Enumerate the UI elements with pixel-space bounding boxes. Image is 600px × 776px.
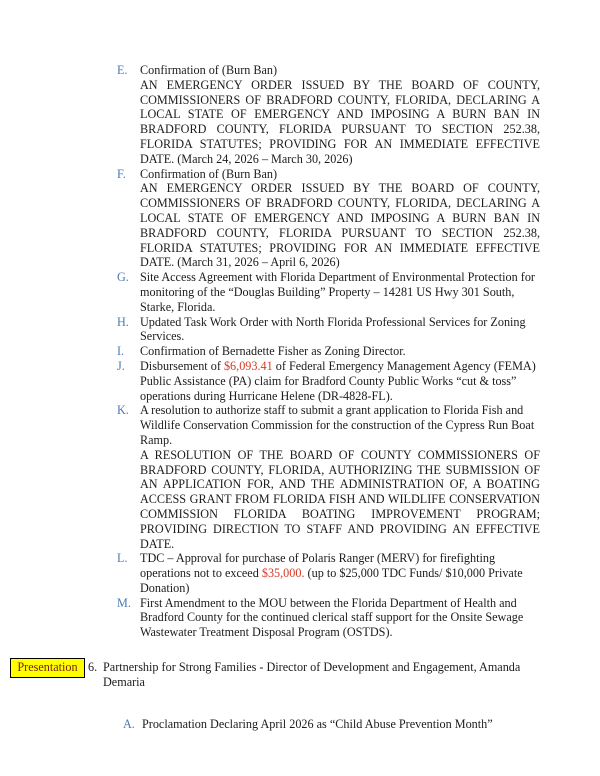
paragraph-text: Site Access Agreement with Florida Department of Environmental Protection for monitoring of the “Douglas Building” Property – 14281 US Hwy 301 South, Starke, Florida. <box>140 270 535 314</box>
item-letter: M. <box>117 595 131 610</box>
item-body <box>140 403 540 551</box>
item-body <box>140 167 540 271</box>
item-letter: F. <box>117 166 126 181</box>
consent-agenda-list <box>117 63 540 640</box>
item-paragraph <box>140 270 540 314</box>
item-letter: L. <box>117 551 128 566</box>
item-paragraph <box>140 315 540 345</box>
agenda-item-M <box>117 596 540 640</box>
item-letter: K. <box>117 403 129 418</box>
item-paragraph <box>140 78 540 167</box>
dollar-amount-red: $35,000. <box>261 566 305 581</box>
agenda-item-F <box>117 167 540 271</box>
paragraph-text: Confirmation of Bernadette Fisher as Zoning Director. <box>140 344 406 359</box>
item-letter: E. <box>117 63 128 77</box>
paragraph-text: AN EMERGENCY ORDER ISSUED BY THE BOARD OF COUNTY, COMMISSIONERS OF BRADFORD COUNTY, FLORIDA, DECLARING A LOCAL STATE OF EMERGENCY AND IMPOSING A BURN BAN IN BRADFORD COUNTY, FLORIDA PURSUANT TO SECTION 252.38, FLORIDA STATUTES; PROVIDING FOR AN IMMEDIATE EFFECTIVE DATE. (March 31, 2026 – April 6, 2026) <box>140 181 540 270</box>
sub-item-text: Proclamation Declaring April 2026 as “Child Abuse Prevention Month” <box>142 716 493 731</box>
paragraph-text: of Federal Emergency Management Agency (FEMA) Public Assistance (PA) claim for Bradford County Public Works “cut & toss” operations during Hurricane Helene (DR-4828-FL). <box>140 358 536 403</box>
paragraph-text: Updated Task Work Order with North Florida Professional Services for Zoning Services. <box>140 314 526 344</box>
agenda-item-L <box>117 551 540 595</box>
presentation-sub-item-list <box>123 717 553 732</box>
presentation-sub-item-A <box>123 717 553 732</box>
presentation-item-number: 6. <box>88 660 98 675</box>
presentation-highlight-label: Presentation <box>10 658 85 678</box>
paragraph-text: Confirmation of (Burn Ban) <box>140 63 278 77</box>
agenda-item-G <box>117 270 540 314</box>
item-body <box>140 344 540 359</box>
paragraph-text: Disbursement of <box>140 358 224 373</box>
item-paragraph <box>140 359 540 403</box>
paragraph-text: A RESOLUTION OF THE BOARD OF COUNTY COMMISSIONERS OF BRADFORD COUNTY, FLORIDA, AUTHORIZING THE SUBMISSION OF AN APPLICATION FOR, AND THE ADMINISTRATION OF, A BOATING ACCESS GRANT FROM FLORIDA FISH AND WILDLIFE CONSERVATION COMMISSION FLORIDA BOATING IMPROVEMENT PROGRAM; PROVIDING DIRECTION TO STAFF AND PROVIDING AN EFFECTIVE DATE. <box>140 447 540 551</box>
paragraph-text: (up to $25,000 TDC Funds/ $10,000 Private Donation) <box>140 566 523 595</box>
sub-item-letter: A. <box>123 716 135 731</box>
item-paragraph <box>140 551 540 595</box>
item-paragraph <box>140 403 540 447</box>
item-letter: J. <box>117 358 125 373</box>
item-paragraph <box>140 596 540 640</box>
item-paragraph <box>140 63 540 78</box>
item-letter: I. <box>117 344 125 359</box>
agenda-item-I <box>117 344 540 359</box>
item-body <box>140 270 540 314</box>
dollar-amount-red: $6,093.41 <box>223 358 273 373</box>
paragraph-text: TDC – Approval for purchase of Polaris Ranger (MERV) for firefighting operations not to exceed <box>140 551 496 581</box>
agenda-item-H <box>117 315 540 345</box>
paragraph-text: Confirmation of (Burn Ban) <box>140 166 278 181</box>
item-body <box>140 315 540 345</box>
item-letter: G. <box>117 270 129 285</box>
agenda-item-J <box>117 359 540 403</box>
item-body <box>140 551 540 595</box>
item-paragraph <box>140 181 540 270</box>
paragraph-text: AN EMERGENCY ORDER ISSUED BY THE BOARD OF COUNTY, COMMISSIONERS OF BRADFORD COUNTY, FLORIDA, DECLARING A LOCAL STATE OF EMERGENCY AND IMPOSING A BURN BAN IN BRADFORD COUNTY, FLORIDA PURSUANT TO SECTION 252.38, FLORIDA STATUTES; PROVIDING FOR AN IMMEDIATE EFFECTIVE DATE. (March 24, 2026 – March 30, 2026) <box>140 77 540 166</box>
agenda-item-E <box>117 63 540 167</box>
item-letter: H. <box>117 314 129 329</box>
item-paragraph <box>140 448 540 552</box>
paragraph-text: A resolution to authorize staff to submit a grant application to Florida Fish and Wildlife Conservation Commission for the construction of the Cypress Run Boat Ramp. <box>140 403 535 447</box>
item-body <box>140 359 540 403</box>
presentation-row <box>0 658 600 690</box>
presentation-item-text: Partnership for Strong Families - Director of Development and Engagement, Amanda Demaria <box>103 660 521 689</box>
item-paragraph <box>140 344 540 359</box>
item-body <box>140 596 540 640</box>
item-paragraph <box>140 167 540 182</box>
agenda-item-K <box>117 403 540 551</box>
paragraph-text: First Amendment to the MOU between the Florida Department of Health and Bradford County for the continued clerical staff support for the Onsite Sewage Wastewater Treatment Disposal Program (OSTDS). <box>140 595 524 640</box>
item-body <box>140 63 540 167</box>
